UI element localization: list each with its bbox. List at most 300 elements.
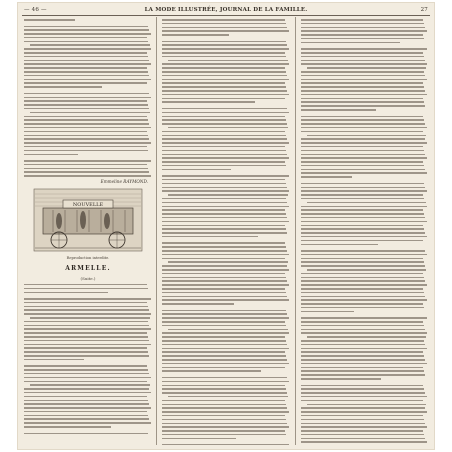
text-line bbox=[162, 175, 289, 177]
text-line bbox=[301, 198, 424, 200]
text-line bbox=[162, 34, 229, 36]
body-text bbox=[24, 284, 152, 434]
text-line bbox=[162, 63, 289, 65]
text-column-right bbox=[301, 19, 428, 445]
text-line bbox=[301, 52, 423, 54]
text-line bbox=[24, 347, 147, 349]
text-line bbox=[162, 317, 289, 319]
text-line bbox=[301, 236, 427, 238]
text-line bbox=[162, 242, 285, 244]
text-line bbox=[301, 161, 423, 163]
text-line bbox=[24, 168, 148, 170]
text-line bbox=[301, 123, 425, 125]
text-line bbox=[168, 329, 288, 331]
text-line bbox=[301, 311, 354, 313]
text-line bbox=[301, 415, 423, 417]
text-line bbox=[301, 426, 427, 428]
text-line bbox=[301, 176, 352, 178]
text-line bbox=[24, 79, 151, 81]
text-line bbox=[24, 415, 148, 417]
text-line bbox=[301, 340, 424, 342]
text-line bbox=[24, 365, 147, 367]
text-line bbox=[24, 37, 147, 39]
text-line bbox=[162, 363, 289, 365]
text-line bbox=[162, 123, 287, 125]
text-line bbox=[162, 340, 286, 342]
text-line bbox=[301, 157, 427, 159]
text-line bbox=[162, 438, 236, 440]
text-line bbox=[301, 374, 425, 376]
text-line bbox=[24, 41, 148, 43]
text-line bbox=[307, 269, 426, 271]
text-line bbox=[162, 415, 285, 417]
text-line bbox=[162, 154, 287, 156]
text-line bbox=[301, 273, 423, 275]
text-line bbox=[162, 392, 287, 394]
text-line bbox=[24, 154, 78, 156]
text-line bbox=[162, 400, 285, 402]
text-line bbox=[301, 56, 424, 58]
text-line bbox=[162, 419, 286, 421]
text-line bbox=[24, 359, 84, 361]
text-line bbox=[24, 164, 147, 166]
text-line bbox=[24, 418, 149, 420]
body-text bbox=[24, 19, 152, 177]
text-line bbox=[301, 344, 425, 346]
text-line bbox=[24, 400, 148, 402]
text-line bbox=[301, 42, 400, 44]
text-line bbox=[162, 48, 289, 50]
text-line bbox=[301, 292, 424, 294]
text-line bbox=[162, 236, 258, 238]
text-line bbox=[168, 60, 288, 62]
text-line bbox=[24, 403, 149, 405]
text-line bbox=[301, 183, 424, 185]
text-line bbox=[162, 146, 285, 148]
text-line bbox=[162, 359, 287, 361]
text-line bbox=[301, 79, 427, 81]
newspaper-page bbox=[18, 3, 434, 449]
text-line bbox=[307, 202, 426, 204]
text-line bbox=[24, 298, 151, 300]
text-line bbox=[162, 228, 286, 230]
text-line bbox=[301, 277, 424, 279]
text-line bbox=[301, 109, 376, 111]
text-line bbox=[162, 56, 286, 58]
body-text bbox=[301, 19, 428, 445]
text-line bbox=[24, 63, 151, 65]
text-line bbox=[30, 44, 150, 46]
text-line bbox=[24, 33, 151, 35]
text-line bbox=[162, 71, 286, 73]
text-line bbox=[162, 112, 289, 114]
text-line bbox=[30, 112, 150, 114]
text-line bbox=[162, 94, 289, 96]
text-line bbox=[162, 206, 289, 208]
text-line bbox=[24, 75, 149, 77]
text-line bbox=[301, 288, 423, 290]
text-line bbox=[24, 29, 149, 31]
text-line bbox=[301, 441, 427, 443]
text-line bbox=[24, 119, 148, 121]
text-line bbox=[24, 351, 148, 353]
text-line bbox=[24, 433, 148, 435]
text-line bbox=[162, 250, 287, 252]
text-line bbox=[162, 23, 286, 25]
text-line bbox=[162, 407, 287, 409]
text-line bbox=[24, 392, 151, 394]
text-line bbox=[162, 411, 289, 413]
engraving-caption: Reproduction interdite. bbox=[66, 255, 110, 260]
text-line bbox=[162, 131, 285, 133]
text-line bbox=[24, 292, 108, 294]
text-line bbox=[162, 280, 287, 282]
text-line bbox=[301, 213, 424, 215]
text-line bbox=[24, 288, 148, 290]
text-line bbox=[301, 217, 425, 219]
header-rule bbox=[22, 15, 430, 16]
engraving-illustration bbox=[33, 188, 143, 252]
text-line bbox=[24, 321, 148, 323]
text-line bbox=[162, 296, 287, 298]
text-line bbox=[162, 101, 255, 103]
text-line bbox=[301, 225, 423, 227]
text-line bbox=[162, 213, 286, 215]
text-line bbox=[301, 280, 425, 282]
text-line bbox=[162, 165, 286, 167]
text-line bbox=[162, 119, 286, 121]
text-line bbox=[301, 119, 424, 121]
text-line bbox=[162, 198, 286, 200]
text-line bbox=[301, 90, 425, 92]
text-line bbox=[162, 246, 286, 248]
text-line bbox=[301, 396, 427, 398]
text-line bbox=[301, 321, 423, 323]
text-line bbox=[301, 194, 423, 196]
text-line bbox=[301, 23, 424, 25]
text-line bbox=[24, 388, 149, 390]
text-line bbox=[301, 232, 425, 234]
text-line bbox=[301, 142, 427, 144]
text-line bbox=[24, 306, 148, 308]
text-line bbox=[301, 355, 424, 357]
text-line bbox=[301, 407, 425, 409]
text-line bbox=[162, 348, 289, 350]
text-line bbox=[162, 142, 289, 144]
text-line bbox=[301, 190, 427, 192]
journal-title: LA MODE ILLUSTRÉE, JOURNAL DE LA FAMILLE. bbox=[144, 7, 308, 13]
text-line bbox=[162, 41, 286, 43]
text-line bbox=[301, 265, 425, 267]
text-line bbox=[24, 67, 147, 69]
text-line bbox=[162, 209, 285, 211]
text-line bbox=[162, 44, 287, 46]
text-line bbox=[301, 165, 424, 167]
text-line bbox=[301, 154, 425, 156]
text-line bbox=[30, 384, 150, 386]
article-signature: Emmeline RAYMOND. bbox=[100, 178, 148, 184]
text-line bbox=[24, 93, 149, 95]
text-line bbox=[162, 444, 289, 445]
text-line bbox=[24, 82, 147, 84]
text-line bbox=[162, 273, 285, 275]
text-line bbox=[301, 284, 427, 286]
text-line bbox=[301, 359, 425, 361]
text-line bbox=[162, 313, 287, 315]
text-line bbox=[162, 30, 289, 32]
text-line bbox=[301, 71, 424, 73]
text-line bbox=[24, 116, 147, 118]
text-line bbox=[162, 332, 289, 334]
text-line bbox=[162, 377, 287, 379]
text-line bbox=[301, 329, 425, 331]
text-line bbox=[162, 265, 287, 267]
text-line bbox=[301, 169, 425, 171]
column-divider bbox=[156, 17, 157, 445]
text-line bbox=[24, 336, 148, 338]
article-subheading: (Suite.) bbox=[80, 275, 96, 281]
text-line bbox=[162, 344, 287, 346]
text-line bbox=[162, 299, 289, 301]
text-line bbox=[307, 135, 426, 137]
text-line bbox=[162, 135, 286, 137]
text-line bbox=[24, 48, 151, 50]
text-line bbox=[162, 434, 286, 436]
text-line bbox=[162, 27, 287, 29]
engraving-sign: NOUVELLE bbox=[72, 201, 104, 208]
text-line bbox=[24, 340, 149, 342]
text-line bbox=[301, 250, 425, 252]
text-line bbox=[24, 138, 149, 140]
text-line bbox=[162, 161, 285, 163]
text-line bbox=[24, 373, 149, 375]
text-line bbox=[301, 94, 427, 96]
text-line bbox=[301, 221, 427, 223]
text-line bbox=[162, 52, 285, 54]
text-line bbox=[24, 332, 147, 334]
text-line bbox=[24, 52, 147, 54]
text-line bbox=[162, 277, 286, 279]
text-line bbox=[162, 67, 285, 69]
text-line bbox=[24, 160, 151, 162]
text-line bbox=[301, 150, 424, 152]
text-line bbox=[168, 194, 288, 196]
text-line bbox=[162, 351, 285, 353]
text-line bbox=[301, 98, 423, 100]
text-line bbox=[162, 79, 289, 81]
text-line bbox=[24, 142, 151, 144]
text-line bbox=[162, 404, 286, 406]
text-line bbox=[301, 244, 378, 246]
text-line bbox=[162, 157, 289, 159]
text-line bbox=[301, 209, 423, 211]
text-line bbox=[24, 377, 151, 379]
text-line bbox=[24, 369, 148, 371]
text-line bbox=[301, 30, 427, 32]
text-line bbox=[162, 430, 285, 432]
text-line bbox=[168, 127, 288, 129]
text-line bbox=[162, 336, 285, 338]
text-line bbox=[24, 422, 151, 424]
text-line bbox=[162, 288, 285, 290]
text-line bbox=[301, 187, 425, 189]
text-line bbox=[24, 135, 148, 137]
text-line bbox=[162, 321, 285, 323]
text-line bbox=[301, 38, 424, 40]
text-line bbox=[301, 430, 423, 432]
article-heading: ARMELLE. bbox=[65, 264, 111, 272]
text-line bbox=[24, 325, 149, 327]
text-line bbox=[301, 367, 423, 369]
text-line bbox=[24, 104, 148, 106]
text-line bbox=[24, 56, 148, 58]
text-line bbox=[301, 363, 427, 365]
text-line bbox=[301, 63, 427, 65]
text-line bbox=[24, 86, 102, 88]
text-line bbox=[301, 299, 427, 301]
text-line bbox=[168, 396, 288, 398]
text-line bbox=[301, 332, 427, 334]
text-line bbox=[162, 284, 289, 286]
text-line bbox=[301, 60, 425, 62]
text-line bbox=[162, 225, 285, 227]
text-line bbox=[301, 438, 425, 440]
text-line bbox=[24, 344, 151, 346]
text-line bbox=[162, 367, 285, 369]
text-line bbox=[301, 378, 381, 380]
text-line bbox=[162, 232, 287, 234]
text-line bbox=[162, 138, 287, 140]
text-line bbox=[24, 284, 147, 286]
text-line bbox=[301, 27, 425, 29]
text-line bbox=[24, 313, 151, 315]
text-line bbox=[162, 325, 286, 327]
body-text bbox=[162, 19, 290, 445]
text-line bbox=[307, 67, 426, 69]
text-line bbox=[162, 86, 286, 88]
text-line bbox=[24, 19, 75, 21]
text-line bbox=[301, 116, 423, 118]
text-line bbox=[162, 381, 289, 383]
text-line bbox=[24, 131, 147, 133]
text-line bbox=[301, 228, 424, 230]
text-line bbox=[162, 183, 286, 185]
text-line bbox=[301, 48, 427, 50]
text-line bbox=[162, 355, 286, 357]
text-line bbox=[301, 325, 424, 327]
text-line bbox=[301, 434, 424, 436]
text-line bbox=[301, 419, 424, 421]
text-line bbox=[24, 100, 147, 102]
text-line bbox=[162, 90, 287, 92]
text-line bbox=[24, 150, 148, 152]
text-line bbox=[162, 150, 286, 152]
text-line bbox=[301, 423, 425, 425]
text-line bbox=[24, 26, 148, 28]
text-line bbox=[24, 309, 149, 311]
text-line bbox=[162, 108, 287, 110]
text-line bbox=[30, 317, 150, 319]
text-line bbox=[301, 86, 424, 88]
text-line bbox=[301, 392, 425, 394]
text-line bbox=[307, 336, 426, 338]
text-line bbox=[301, 138, 425, 140]
text-line bbox=[24, 411, 147, 413]
text-line bbox=[301, 348, 427, 350]
text-line bbox=[24, 355, 149, 357]
text-line bbox=[301, 388, 424, 390]
text-line bbox=[24, 146, 147, 148]
text-line bbox=[162, 254, 289, 256]
text-line bbox=[162, 388, 286, 390]
text-line bbox=[162, 116, 285, 118]
text-line bbox=[162, 217, 287, 219]
text-line bbox=[162, 426, 289, 428]
text-line bbox=[301, 303, 423, 305]
text-line bbox=[301, 206, 427, 208]
text-line bbox=[162, 310, 286, 312]
text-line bbox=[162, 169, 231, 171]
text-line bbox=[24, 60, 149, 62]
text-line bbox=[162, 202, 287, 204]
text-line bbox=[301, 411, 427, 413]
text-line bbox=[301, 240, 423, 242]
text-line bbox=[162, 19, 285, 21]
text-line bbox=[301, 19, 423, 21]
text-line bbox=[301, 101, 424, 103]
text-line bbox=[162, 292, 286, 294]
text-line bbox=[162, 385, 285, 387]
text-line bbox=[307, 404, 426, 406]
text-line bbox=[301, 131, 423, 133]
text-line bbox=[24, 108, 149, 110]
text-line bbox=[301, 317, 427, 319]
text-line bbox=[162, 258, 285, 260]
text-line bbox=[301, 258, 423, 260]
text-line bbox=[24, 171, 149, 173]
text-line bbox=[24, 396, 147, 398]
text-line bbox=[162, 187, 287, 189]
text-line bbox=[301, 261, 424, 263]
text-line bbox=[24, 407, 151, 409]
text-line bbox=[24, 71, 148, 73]
text-line bbox=[301, 296, 425, 298]
text-line bbox=[162, 370, 261, 372]
text-line bbox=[162, 190, 289, 192]
text-column-middle bbox=[162, 19, 290, 445]
text-line bbox=[24, 175, 151, 177]
text-line bbox=[162, 179, 285, 181]
text-line bbox=[24, 381, 147, 383]
text-line bbox=[162, 269, 289, 271]
text-line bbox=[301, 400, 423, 402]
text-line bbox=[162, 221, 289, 223]
text-line bbox=[301, 34, 423, 36]
text-line bbox=[301, 105, 425, 107]
text-line bbox=[162, 303, 234, 305]
column-divider bbox=[295, 17, 296, 445]
text-line bbox=[301, 146, 423, 148]
text-line bbox=[162, 75, 287, 77]
text-line bbox=[24, 426, 111, 428]
text-line bbox=[301, 385, 423, 387]
text-line bbox=[301, 351, 423, 353]
text-line bbox=[24, 123, 149, 125]
text-line bbox=[301, 307, 424, 309]
text-line bbox=[162, 423, 287, 425]
page-number-left: — 46 — bbox=[24, 7, 47, 13]
text-line bbox=[301, 127, 427, 129]
